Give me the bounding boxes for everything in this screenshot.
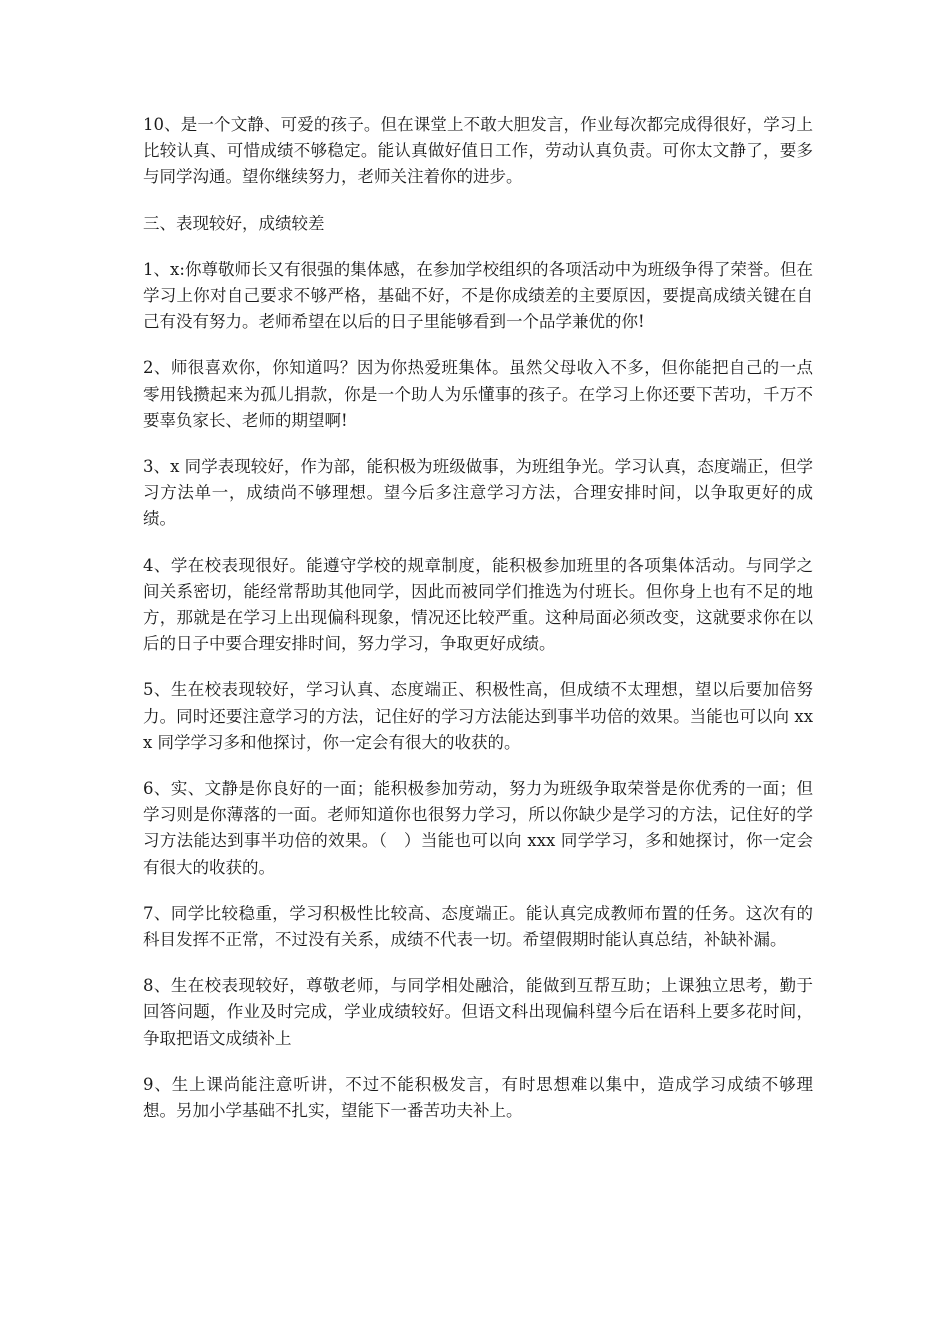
comment-paragraph-4: 4、学在校表现很好。能遵守学校的规章制度，能积极参加班里的各项集体活动。与同学之间关系密切，能经常帮助其他同学，因此而被同学们推选为付班长。但你身上也有不足的地方，那就是在学习上出现偏科现象，情况还比较严重。这种局面必须改变，这就要求你在以后的日子中要合理安排时间，努力学习，争取更好成绩。 — [143, 555, 813, 654]
comment-paragraph-3: 3、x 同学表现较好，作为部，能积极为班级做事，为班组争光。学习认真，态度端正，但学习方法单一，成绩尚不够理想。望今后多注意学习方法，合理安排时间，以争取更好的成绩。 — [143, 457, 813, 529]
section-heading: 三、表现较好，成绩较差 — [143, 213, 325, 233]
comment-paragraph-9: 9、生上课尚能注意听讲，不过不能积极发言，有时思想难以集中，造成学习成绩不够理想。另加小学基础不扎实，望能下一番苦功夫补上。 — [143, 1074, 813, 1121]
comment-paragraph-8: 8、生在校表现较好，尊敬老师，与同学相处融洽，能做到互帮互助；上课独立思考，勤于回答问题，作业及时完成，学业成绩较好。但语文科出现偏科望今后在语科上要多花时间，争取把语文成绩补上 — [143, 976, 813, 1048]
comment-paragraph-10: 10、是一个文静、可爱的孩子。但在课堂上不敢大胆发言，作业每次都完成得很好，学习上比较认真、可惜成绩不够稳定。能认真做好值日工作，劳动认真负责。可你太文静了，要多与同学沟通。望你继续努力，老师关注着你的进步。 — [143, 115, 813, 187]
document-page — [143, 112, 813, 1144]
comment-paragraph-6: 6、实、文静是你良好的一面；能积极参加劳动，努力为班级争取荣誉是你优秀的一面；但学习则是你薄落的一面。老师知道你也很努力学习，所以你缺少是学习的方法，记住好的学习方法能达到事半功倍的效果。（ ）当能也可以向 xxx 同学学习，多和她探讨，你一定会有很大的收获的。 — [143, 779, 813, 877]
comment-paragraph-7: 7、同学比较稳重，学习积极性比较高、态度端正。能认真完成教师布置的任务。这次有的科目发挥不正常，不过没有关系，成绩不代表一切。希望假期时能认真总结，补缺补漏。 — [143, 903, 813, 950]
comment-paragraph-5: 5、生在校表现较好，学习认真、态度端正、积极性高，但成绩不太理想，望以后要加倍努力。同时还要注意学习的方法，记住好的学习方法能达到事半功倍的效果。当能也可以向 xxx 同学学习多和他探讨，你一定会有很大的收获的。 — [143, 680, 813, 752]
comment-paragraph-2: 2、师很喜欢你，你知道吗？因为你热爱班集体。虽然父母收入不多，但你能把自己的一点零用钱攒起来为孤儿捐款，你是一个助人为乐懂事的孩子。在学习上你还要下苦功，千万不要辜负家长、老师的期望啊! — [143, 358, 813, 430]
comment-paragraph-1: 1、x:你尊敬师长又有很强的集体感，在参加学校组织的各项活动中为班级争得了荣誉。但在学习上你对自己要求不够严格，基础不好，不是你成绩差的主要原因，要提高成绩关键在自己有没有努力。老师希望在以后的日子里能够看到一个品学兼优的你! — [143, 259, 813, 332]
